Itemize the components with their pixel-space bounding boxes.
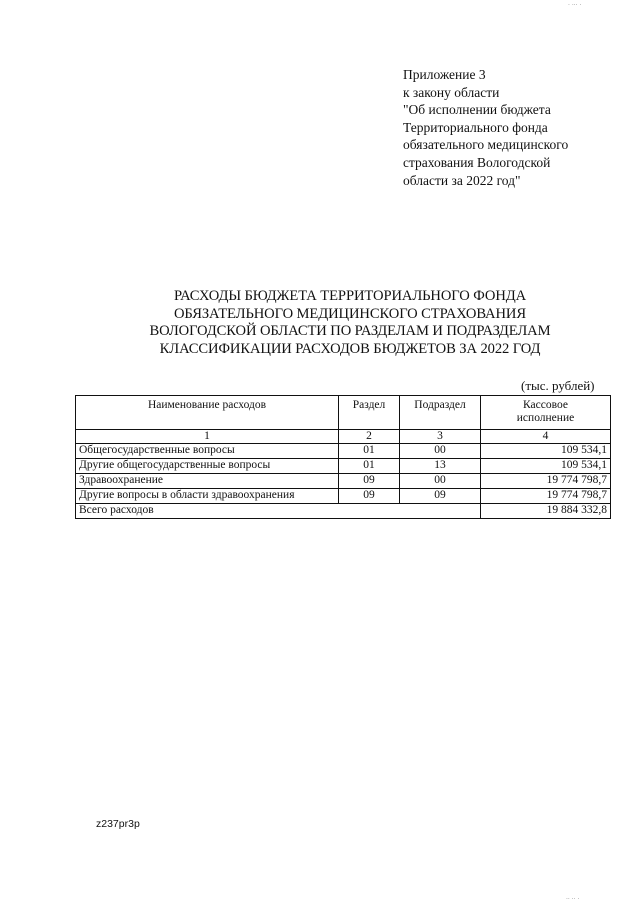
column-number: 3 [400,430,481,444]
header-execution-line1: Кассовое [523,399,568,411]
column-number: 1 [76,430,339,444]
title-line: ОБЯЗАТЕЛЬНОГО МЕДИЦИНСКОГО СТРАХОВАНИЯ [173,305,527,322]
row-name: Здравоохранение [76,474,339,489]
appendix-line: Территориального фонда [403,119,548,135]
expenses-table [75,395,611,519]
total-amount: 19 884 332,8 [481,504,611,519]
row-subsection: 00 [400,444,481,459]
units-label: (тыс. рублей) [521,378,595,393]
table-row [76,444,611,459]
table-row [76,459,611,474]
row-section: 01 [339,444,400,459]
row-subsection: 09 [400,489,481,504]
row-name: Общегосударственные вопросы [76,444,339,459]
appendix-line: области за 2022 год" [403,172,521,188]
row-section: 09 [339,474,400,489]
appendix-line: "Об исполнении бюджета [403,102,551,118]
document-title [90,288,610,358]
column-number: 2 [339,430,400,444]
scan-mark: ·· ·· · [566,896,580,903]
appendix-line: Приложение 3 [403,67,486,82]
row-subsection: 00 [400,474,481,489]
row-amount: 19 774 798,7 [481,474,611,489]
scan-mark: · ··· · [568,2,582,9]
row-amount: 109 534,1 [481,459,611,474]
appendix-line: страхования Вологодской [403,154,551,170]
row-section: 09 [339,489,400,504]
header-execution-line2: исполнение [516,412,575,424]
title-line: ВОЛОГОДСКОЙ ОБЛАСТИ ПО РАЗДЕЛАМ И ПОДРАЗДЕЛАМ [149,323,551,340]
document-code: z237pr3p [96,818,140,830]
header-execution [481,396,611,430]
table-row [76,474,611,489]
header-subsection: Подраздел [400,396,481,430]
header-name: Наименование расходов [76,396,339,430]
table-row [76,489,611,504]
appendix-line: к закону области [403,84,500,100]
row-name: Другие общегосударственные вопросы [76,459,339,474]
table-header-row [76,396,611,430]
row-section: 01 [339,459,400,474]
total-label: Всего расходов [76,504,481,519]
appendix-line: обязательного медицинского [403,137,569,153]
title-line: РАСХОДЫ БЮДЖЕТА ТЕРРИТОРИАЛЬНОГО ФОНДА [173,288,527,304]
row-amount: 109 534,1 [481,444,611,459]
row-name: Другие вопросы в области здравоохранения [76,489,339,504]
header-section: Раздел [339,396,400,430]
column-number: 4 [481,430,611,444]
appendix-header [403,66,623,189]
title-line: КЛАССИФИКАЦИИ РАСХОДОВ БЮДЖЕТОВ ЗА 2022 ГОД [159,340,541,357]
column-number-row [76,430,611,444]
total-row [76,504,611,519]
row-amount: 19 774 798,7 [481,489,611,504]
row-subsection: 13 [400,459,481,474]
